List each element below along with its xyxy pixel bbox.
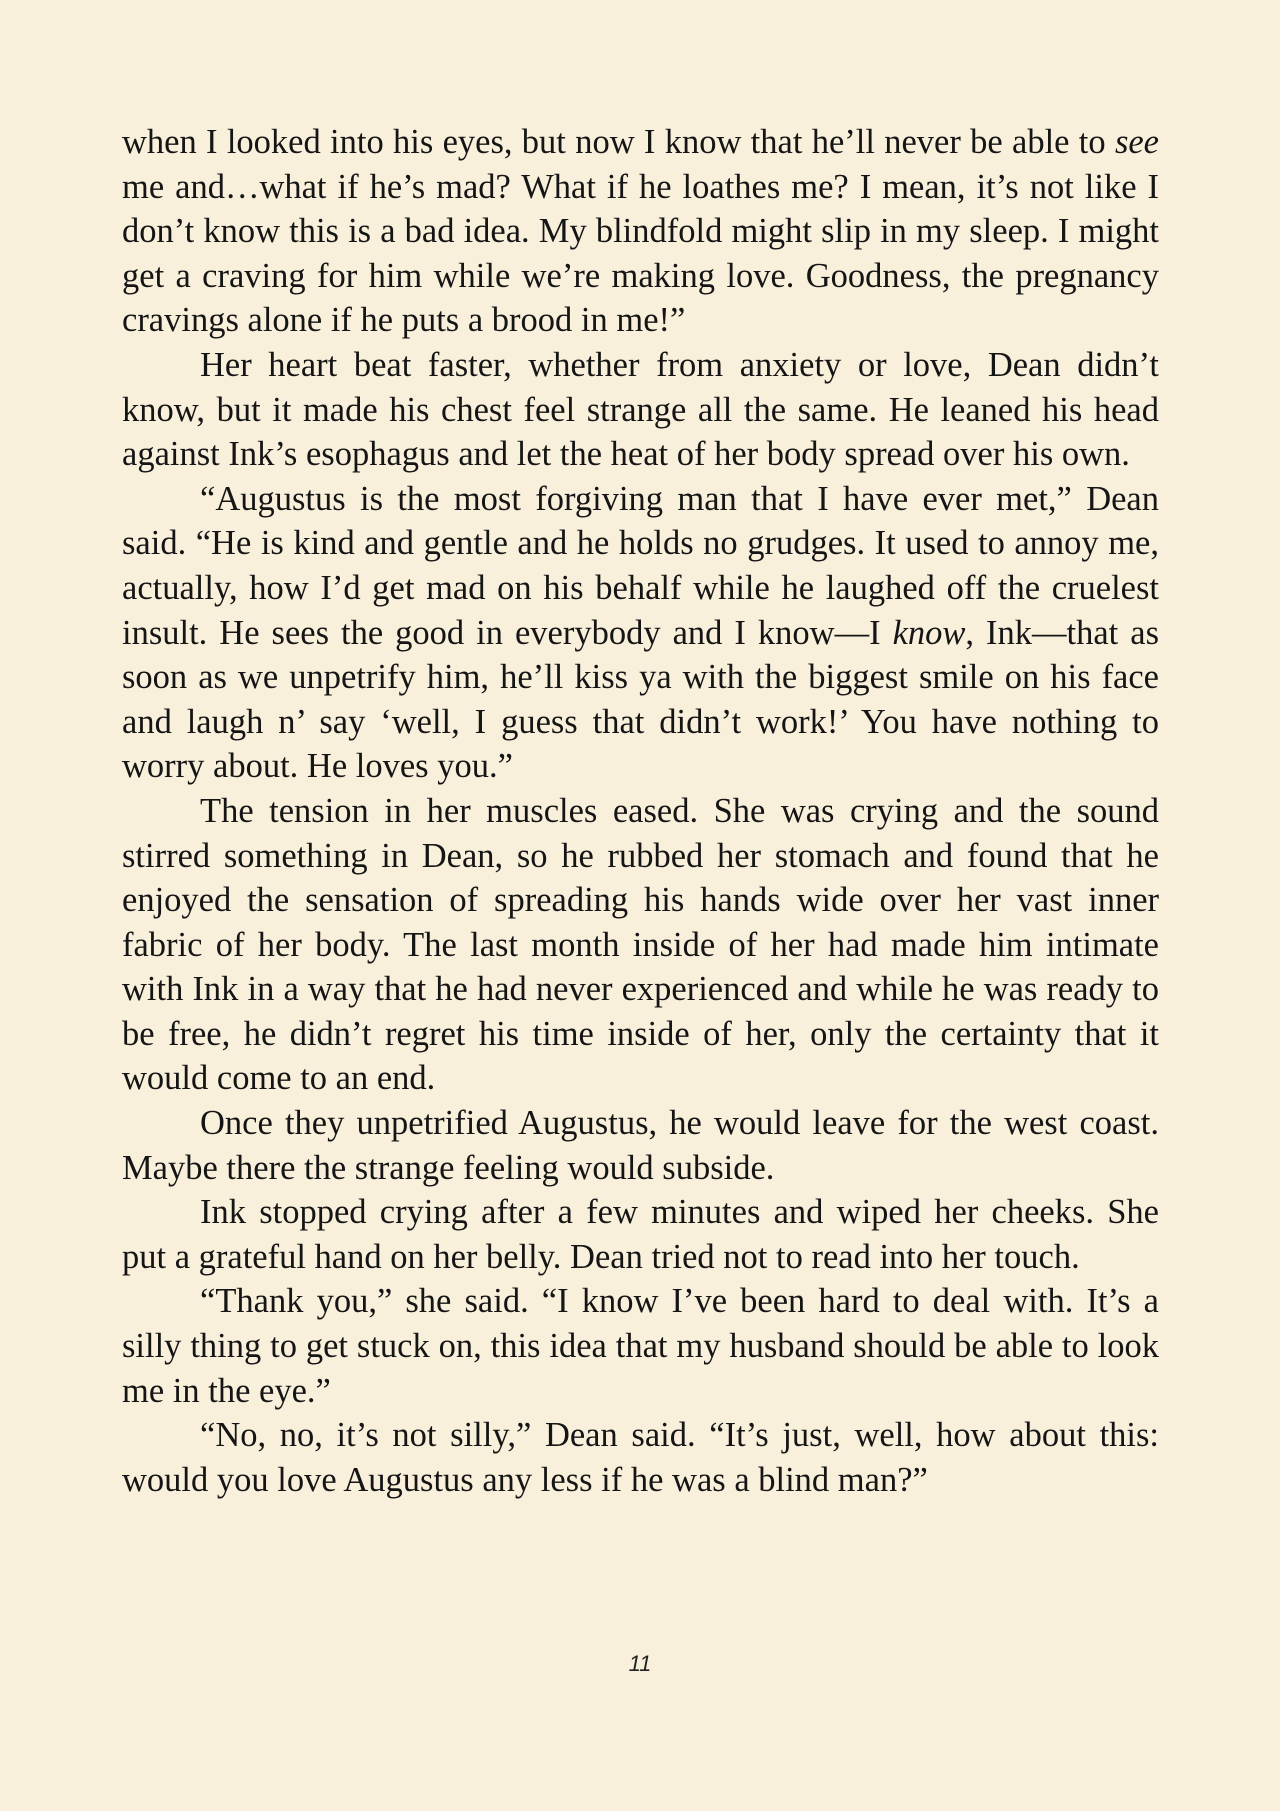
body-text	[122, 120, 1159, 1502]
text-segment: “Augustus is the most forgiving man that I have ever met,” Dean said. “He is kind and gentle and he holds no grudges. It used to annoy me, actually, how I’d get mad on his behalf while he laughed off the cruelest insult. He sees the good in everybody and I know—I	[122, 479, 1159, 652]
text-segment: The tension in her muscles eased. She was crying and the sound stirred something in Dean, so he rubbed her stomach and found that he enjoyed the sensation of spreading his hands wide over her vast inner fabric of her body. The last month inside of her had made him intimate with Ink in a way that he had never experienced and while he was ready to be free, he didn’t regret his time inside of her, only the certainty that it would come to an end.	[122, 791, 1159, 1098]
paragraph	[122, 477, 1159, 789]
text-segment: “No, no, it’s not silly,” Dean said. “It’s just, well, how about this: would you love Augustus any less if he was a blind man?”	[122, 1416, 1159, 1499]
text-segment: Ink stopped crying after a few minutes and wiped her cheeks. She put a grateful hand on her belly. Dean tried not to read into her touch.	[122, 1193, 1159, 1276]
page-number: 11	[628, 1651, 652, 1676]
text-segment: Her heart beat faster, whether from anxiety or love, Dean didn’t know, but it made his chest feel strange all the same. He leaned his head against Ink’s esophagus and let the heat of her body spread over his own.	[122, 345, 1159, 474]
paragraph	[122, 1190, 1159, 1279]
text-segment: when I looked into his eyes, but now I know that he’ll never be able to	[122, 123, 1115, 161]
paragraph	[122, 789, 1159, 1101]
paragraph	[122, 120, 1159, 343]
italic-text: see	[1114, 123, 1159, 161]
paragraph	[122, 343, 1159, 477]
paragraph	[122, 1101, 1159, 1190]
text-segment: Once they unpetrified Augustus, he would leave for the west coast. Maybe there the strange feeling would subside.	[122, 1104, 1159, 1187]
text-segment: , Ink—that as soon as we unpetrify him, he’ll kiss ya with the biggest smile on his face and laugh n’ say ‘well, I guess that didn’t work!’ You have nothing to worry about. He loves you.”	[122, 613, 1159, 786]
text-segment: me and…what if he’s mad? What if he loathes me? I mean, it’s not like I don’t know this is a bad idea. My blindfold might slip in my sleep. I might get a craving for him while we’re making love. Goodness, the pregnancy cravings alone if he puts a brood in me!”	[122, 167, 1159, 340]
paragraph	[122, 1413, 1159, 1502]
italic-text: know	[892, 613, 966, 652]
paragraph	[122, 1279, 1159, 1413]
text-segment: “Thank you,” she said. “I know I’ve been hard to deal with. It’s a silly thing to get stuck on, this idea that my husband should be able to look me in the eye.”	[122, 1282, 1159, 1410]
